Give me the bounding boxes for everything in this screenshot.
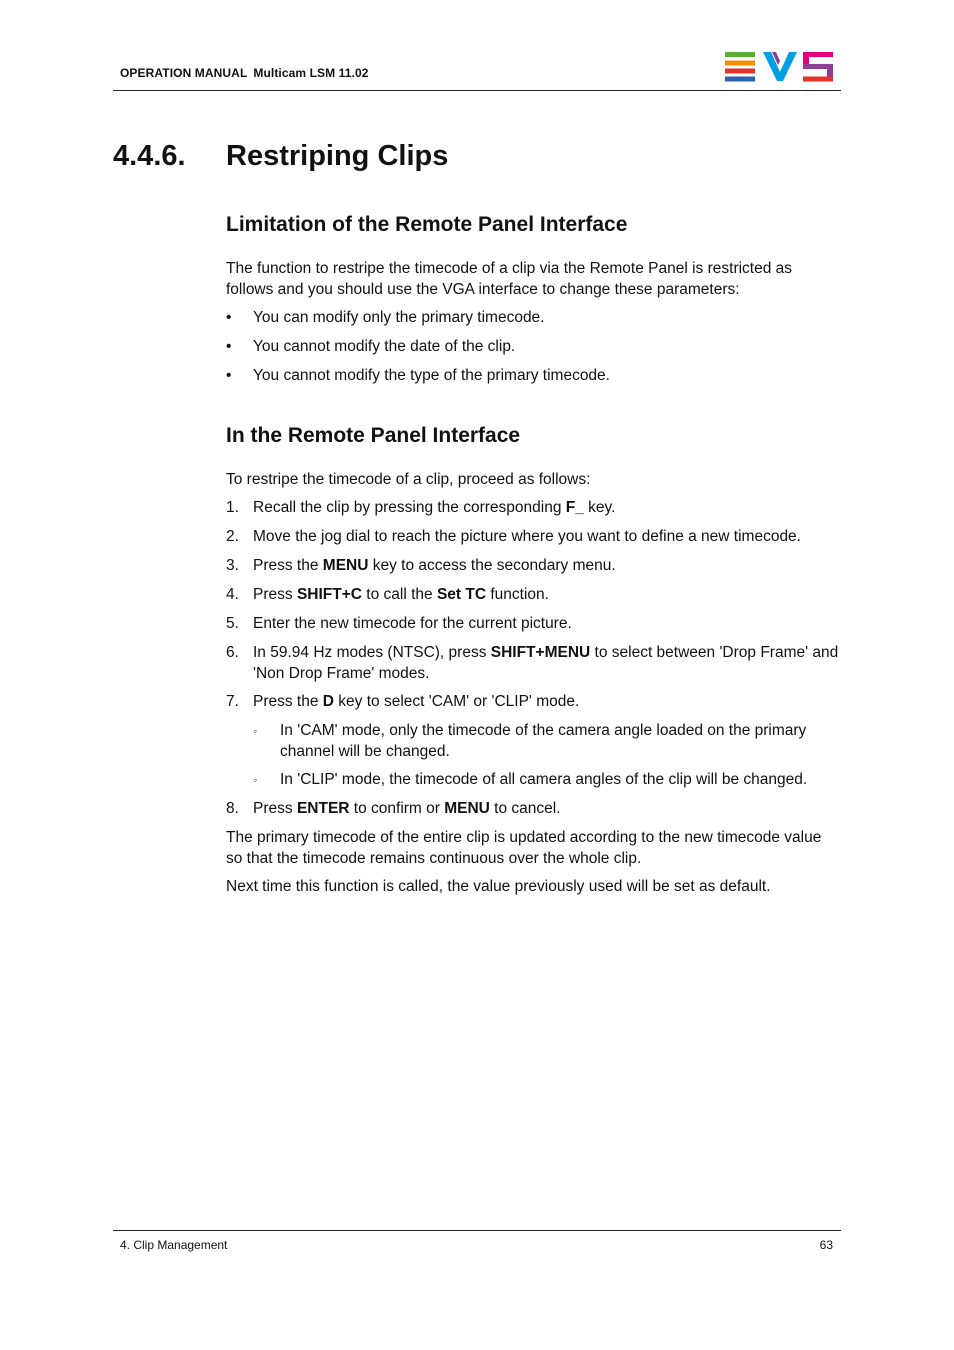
step-text-run: to call the (361, 586, 437, 603)
sub-item-text: In 'CAM' mode, only the timecode of the camera angle loaded on the primary channel will be changed. (280, 722, 807, 760)
sub-marker: ◦ (253, 773, 258, 787)
step-text-run: In 59.94 Hz modes (NTSC), press (253, 644, 491, 661)
step-text-run: key to select 'CAM' or 'CLIP' mode. (333, 693, 580, 710)
step-text-run: Press the (253, 557, 323, 574)
bullet-text: You can modify only the primary timecode. (253, 309, 545, 326)
step-text-run: to select between 'Drop Frame' and 'Non Drop Frame' modes. (253, 644, 839, 682)
step-text (253, 643, 841, 684)
key-name: ENTER (296, 800, 350, 817)
bullet-marker: • (226, 338, 232, 355)
step-number: 6. (226, 644, 239, 661)
step-text (253, 527, 841, 548)
step-text-run: key. (583, 499, 616, 516)
step-number: 4. (226, 586, 239, 603)
key-name: MENU (322, 557, 369, 574)
step-text-run: Enter the new timecode for the current picture. (253, 615, 572, 632)
step-text-run: Press (253, 800, 297, 817)
key-name: SHIFT+C (296, 586, 362, 603)
step-number: 3. (226, 557, 239, 574)
step-text-run: to cancel. (489, 800, 561, 817)
key-name: SHIFT+MENU (490, 644, 591, 661)
limitation-heading: Limitation of the Remote Panel Interface (226, 213, 628, 236)
header-doc-type: OPERATION MANUAL (120, 66, 248, 80)
step-text-run: Move the jog dial to reach the picture where you want to define a new timecode. (253, 528, 801, 545)
step-text-run: Press (253, 586, 297, 603)
bullet-marker: • (226, 367, 232, 384)
step-number: 1. (226, 499, 239, 516)
key-name: F_ (565, 499, 584, 516)
step-text-run: to confirm or (349, 800, 445, 817)
procedure-intro: To restripe the timecode of a clip, proceed as follows: (226, 471, 591, 488)
key-name: Set TC (436, 586, 487, 603)
footer-divider (113, 1230, 841, 1231)
step-text-run: Recall the clip by pressing the corresponding (253, 499, 566, 516)
section-title (113, 140, 448, 173)
outro-paragraph: The primary timecode of the entire clip is updated according to the new timecode value so that the timecode remains continuous over the whole clip. (226, 829, 822, 867)
footer-chapter: 4. Clip Management (120, 1238, 228, 1252)
header-product: Multicam LSM 11.02 (253, 66, 369, 80)
bullet-text: You cannot modify the type of the primary timecode. (253, 367, 610, 384)
step-text (253, 556, 841, 577)
evs-logo (725, 52, 835, 82)
step-text (253, 585, 841, 606)
running-header (120, 66, 369, 80)
step-text (253, 614, 841, 635)
step-number: 8. (226, 800, 239, 817)
key-name: D (322, 693, 334, 710)
bullet-text: You cannot modify the date of the clip. (253, 338, 516, 355)
sub-marker: ◦ (253, 724, 258, 738)
step-text (253, 692, 841, 713)
header-divider (113, 90, 841, 91)
step-text-run: Press the (253, 693, 323, 710)
bullet-marker: • (226, 309, 232, 326)
section-number: 4.4.6. (113, 140, 186, 172)
key-name: MENU (444, 800, 490, 817)
limitation-intro: The function to restripe the timecode of a clip via the Remote Panel is restricted as follows and you should use the VGA interface to change these parameters: (226, 260, 793, 298)
sub-item-text: In 'CLIP' mode, the timecode of all camera angles of the clip will be changed. (280, 771, 808, 788)
outro-paragraph: Next time this function is called, the value previously used will be set as default. (226, 878, 771, 895)
section-title-text: Restriping Clips (226, 140, 449, 172)
step-number: 7. (226, 693, 239, 710)
step-text (253, 498, 841, 519)
step-text-run: function. (486, 586, 549, 603)
step-text-run: key to access the secondary menu. (368, 557, 616, 574)
step-number: 2. (226, 528, 239, 545)
page-number: 63 (819, 1238, 833, 1252)
step-text (253, 799, 841, 820)
step-number: 5. (226, 615, 239, 632)
procedure-heading: In the Remote Panel Interface (226, 424, 521, 447)
